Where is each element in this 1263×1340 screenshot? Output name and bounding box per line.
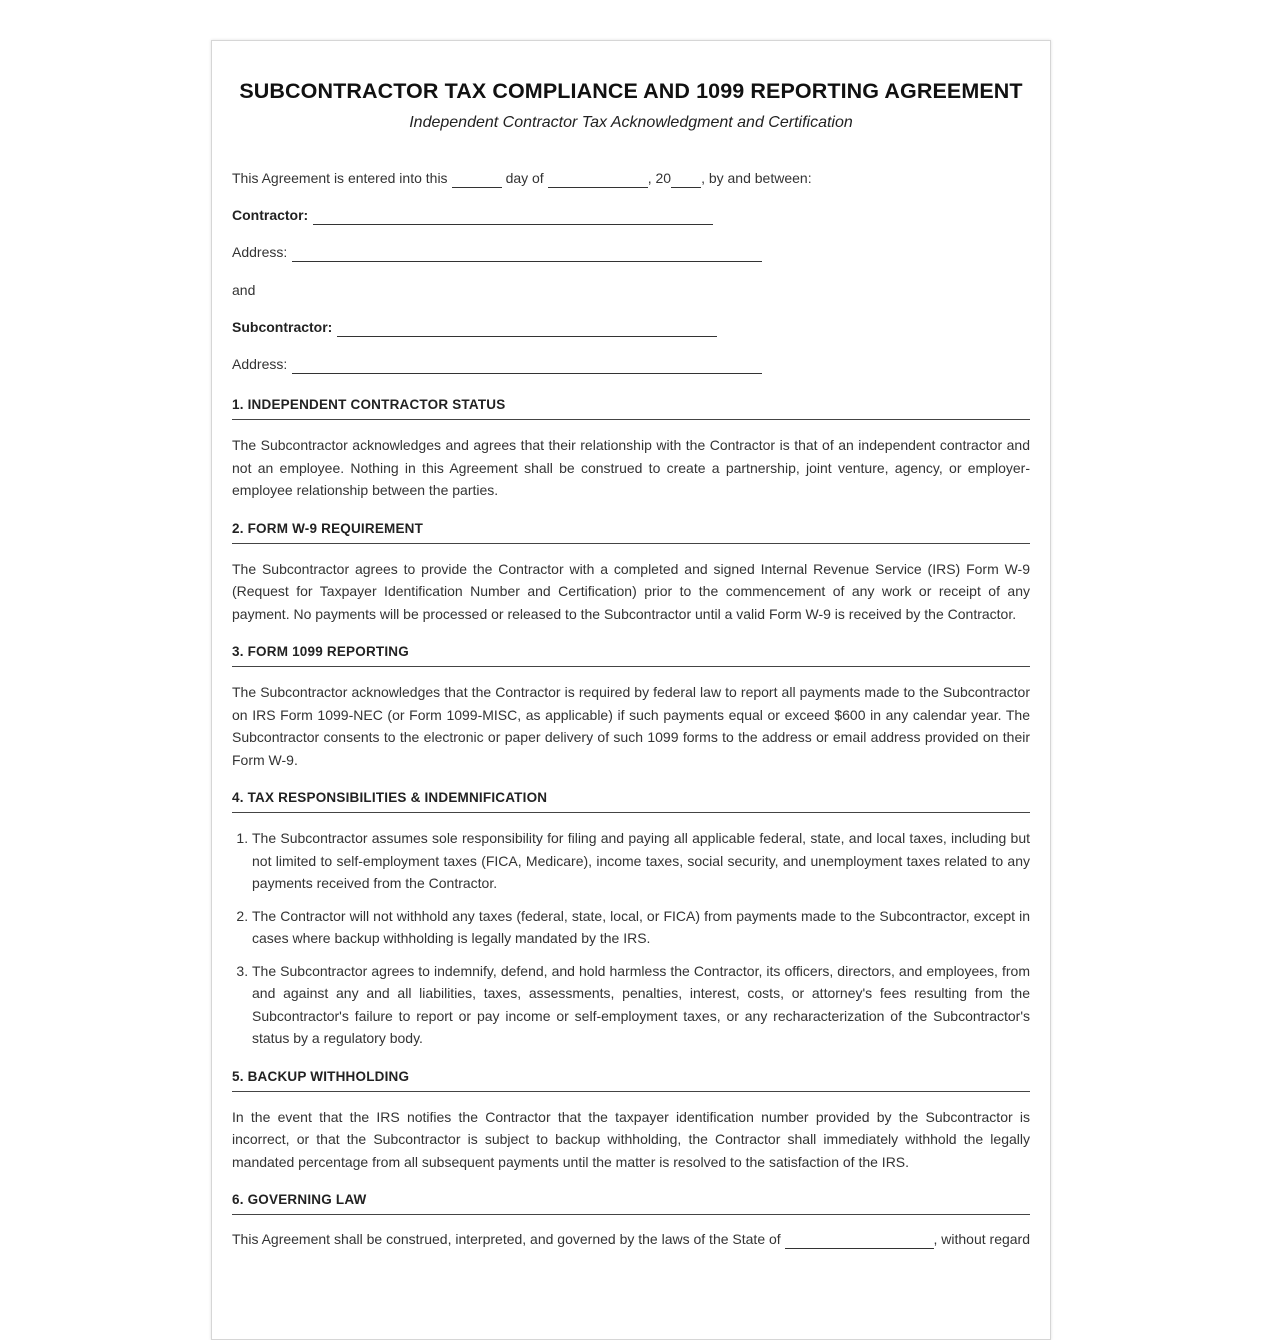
state-blank[interactable] (785, 1230, 934, 1249)
contractor-line (232, 205, 1030, 225)
and-line (232, 280, 1030, 300)
subcontractor-line (232, 317, 1030, 337)
section-heading: 1. INDEPENDENT CONTRACTOR STATUS (232, 397, 1030, 420)
list-item: 1. The Subcontractor assumes sole responsibility for filing and paying all applicable federal, state, and local taxes, including but not limited to self-employment taxes (FICA, Medicare), income taxes, social security, and unemployment taxes related to any payments received from the Contractor. (252, 827, 1030, 895)
subcontractor-address-blank[interactable] (292, 355, 762, 374)
section-heading: 3. FORM 1099 REPORTING (232, 644, 1030, 667)
contractor-address-blank[interactable] (292, 243, 762, 262)
subcontractor-name-blank[interactable] (337, 318, 717, 337)
contractor-label: Contractor: (232, 207, 309, 223)
year-blank[interactable] (671, 169, 701, 188)
section-text: The Subcontractor acknowledges that the Contractor is required by federal law to report all payments made to the Subcontractor on IRS Form 1099-NEC (or Form 1099-MISC, as applicable) if such payments equal or exceed $600 in any calendar year. The Subcontractor consents to the electronic or paper delivery of such 1099 forms to the address or email address provided on their Form W-9. (232, 684, 1030, 768)
subcontractor-address-line (232, 354, 1030, 374)
subcontractor-label: Subcontractor: (232, 319, 333, 335)
intro-day-of: day of (505, 170, 544, 186)
section-text: The Subcontractor acknowledges and agrees that their relationship with the Contractor is that of an independent contractor and not an employee. Nothing in this Agreement shall be construed to create a partnership, joint venture, agency, or employer-employee relationship between the parties. (232, 437, 1030, 498)
document-page (211, 40, 1051, 1340)
governing-law-line (232, 1229, 1030, 1249)
section-heading: 4. TAX RESPONSIBILITIES & INDEMNIFICATION (232, 790, 1030, 813)
month-blank[interactable] (548, 169, 648, 188)
intro-year-prefix: , 20 (647, 170, 672, 186)
document-subtitle: Independent Contractor Tax Acknowledgment and Certification (409, 114, 853, 131)
subcontractor-address-label: Address: (232, 356, 288, 372)
tax-responsibilities-list (232, 827, 1030, 1050)
intro-line (232, 168, 1030, 188)
governing-law-prefix: This Agreement shall be construed, interpreted, and governed by the laws of the State of (232, 1231, 781, 1247)
section-heading: 6. GOVERNING LAW (232, 1192, 1030, 1215)
section-text: In the event that the IRS notifies the Contractor that the taxpayer identification number provided by the Subcontractor is incorrect, or that the Subcontractor is subject to backup withholding, the Contractor shall immediately withhold the legally mandated percentage from all subsequent payments until the matter is resolved to the satisfaction of the IRS. (232, 1108, 1030, 1170)
section-heading: 2. FORM W-9 REQUIREMENT (232, 521, 1030, 544)
section-text: The Subcontractor agrees to provide the Contractor with a completed and signed Internal Revenue Service (IRS) Form W-9 (Request for Taxpayer Identification Number and Certification) prior to the commencement of any work or receipt of any payment. No payments will be processed or released to the Subcontractor until a valid Form W-9 is received by the Contractor. (232, 560, 1030, 622)
day-blank[interactable] (452, 169, 502, 188)
list-item: 3. The Subcontractor agrees to indemnify, defend, and hold harmless the Contractor, its officers, directors, and employees, from and against any and all liabilities, taxes, assessments, penalties, interest, costs, or attorney's fees resulting from the Subcontractor's failure to report or pay income or self-employment taxes, or any recharacterization of the Subcontractor's status by a regulatory body. (252, 960, 1030, 1050)
contractor-address-line (232, 242, 1030, 262)
governing-law-suffix: , without regard (933, 1231, 1030, 1247)
section-heading: 5. BACKUP WITHHOLDING (232, 1069, 1030, 1092)
and-label: and (232, 282, 256, 298)
intro-suffix: , by and between: (701, 170, 812, 186)
contractor-name-blank[interactable] (313, 206, 713, 225)
list-item: 2. The Contractor will not withhold any taxes (federal, state, local, or FICA) from payments made to the Subcontractor, except in cases where backup withholding is legally mandated by the IRS. (252, 905, 1030, 950)
contractor-address-label: Address: (232, 244, 288, 260)
intro-prefix: This Agreement is entered into this (232, 170, 448, 186)
document-title: SUBCONTRACTOR TAX COMPLIANCE AND 1099 REPORTING AGREEMENT (239, 79, 1023, 103)
